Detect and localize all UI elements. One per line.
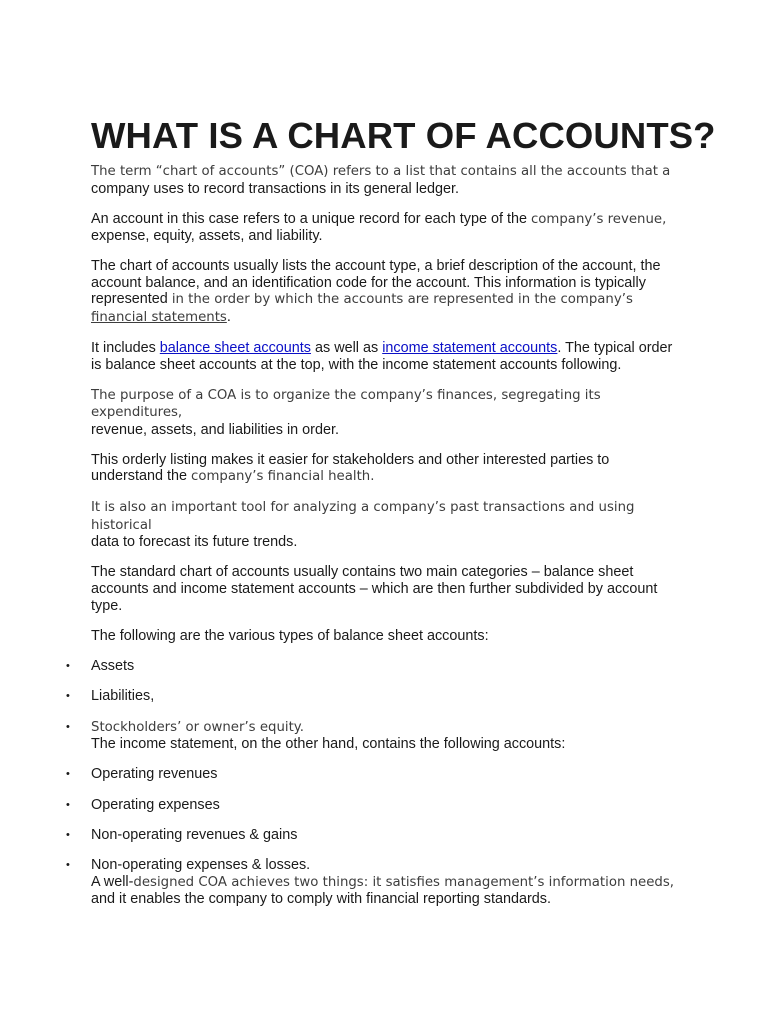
list-item (66, 719, 681, 753)
closing-paragraph-part-2: designed COA achieves two things: it satisfies management’s information needs, (133, 874, 675, 890)
paragraph-coa-definition (91, 163, 681, 197)
paragraph-chart-contents-part-1: The chart of accounts usually lists the account type, a brief description of the account, the account balance, and an identification code for the account. This information is typically represented (91, 258, 661, 308)
closing-paragraph-part-3: and it enables the company to comply with financial reporting standards. (91, 891, 551, 908)
closing-paragraph-part-1: A well- (91, 873, 134, 890)
income-statement-accounts-link[interactable]: income statement accounts (382, 339, 558, 356)
paragraph-includes (91, 340, 681, 373)
paragraph-includes-part-3: . The typical order is balance sheet accounts at the top, with the income statement accounts following. (91, 339, 673, 373)
paragraph-standard-categories: The standard chart of accounts usually contains two main categories – balance sheet accounts and income statement accounts – which are then further subdivided by account type. (91, 564, 658, 614)
paragraph-chart-contents-part-2: in the order by which the accounts are represented in the company’s (171, 292, 633, 308)
bullet-icon: • (66, 858, 70, 871)
bullet-icon: • (66, 828, 70, 841)
list-item-text: Non-operating expenses & losses. (91, 856, 311, 873)
paragraph-orderly-listing-part-2: company’s financial health. (191, 469, 375, 485)
paragraph-chart-contents-part-3: . (226, 308, 231, 325)
list-item-text: Non-operating revenues & gains (91, 826, 298, 843)
list-item (66, 826, 681, 844)
paragraph-account-definition-part-3: expense, equity, assets, and liability. (91, 228, 323, 245)
paragraph-coa-definition-part-1: The term “chart of accounts” (COA) refers to a list that contains all the accounts that a (91, 164, 671, 179)
paragraph-balance-sheet-intro: The following are the various types of balance sheet accounts: (91, 627, 489, 644)
list-item-text: Stockholders’ or owner’s equity. (91, 719, 304, 735)
bullet-icon: • (66, 690, 70, 703)
list-item-text: Operating expenses (91, 796, 220, 813)
bullet-icon: • (66, 768, 70, 781)
paragraph-purpose-part-2: revenue, assets, and liabilities in order. (91, 421, 339, 438)
income-statement-accounts-list (66, 766, 681, 908)
list-item (66, 766, 681, 783)
paragraph-includes-part-2: as well as (311, 339, 383, 356)
bullet-icon: • (66, 660, 70, 673)
list-item (66, 658, 681, 675)
paragraph-account-definition-part-1: An account in this case refers to a unique record for each type of the (91, 210, 531, 227)
paragraph-purpose-part-1: The purpose of a COA is to organize the company’s finances, segregating its expenditures, (91, 387, 601, 421)
paragraph-account-definition-part-2: company’s revenue, (530, 211, 667, 227)
paragraph-orderly-listing (91, 452, 681, 486)
paragraph-includes-part-1: It includes (91, 339, 160, 356)
bullet-icon: • (66, 798, 70, 811)
financial-statements-link[interactable]: financial statements (91, 309, 227, 325)
bullet-icon: • (66, 720, 70, 733)
page-title: WHAT IS A CHART OF ACCOUNTS? (91, 115, 716, 156)
balance-sheet-accounts-link[interactable]: balance sheet accounts (159, 339, 312, 356)
paragraph-chart-contents (91, 258, 681, 326)
list-item-text: Liabilities, (91, 688, 155, 705)
balance-sheet-accounts-list (66, 658, 681, 753)
paragraph-purpose (91, 387, 681, 439)
list-item (66, 688, 681, 705)
list-item-text: Operating revenues (91, 766, 218, 783)
income-statement-intro: The income statement, on the other hand, contains the following accounts: (91, 736, 566, 753)
list-item (66, 796, 681, 814)
list-item (66, 856, 681, 908)
paragraph-analysis-tool-part-1: It is also an important tool for analyzing a company’s past transactions and using historical (91, 500, 635, 533)
paragraph-orderly-listing-part-1: This orderly listing makes it easier for stakeholders and other interested parties to understand the (91, 451, 610, 485)
list-item-text: Assets (91, 658, 135, 675)
document-page (66, 115, 716, 908)
paragraph-coa-definition-part-2: company uses to record transactions in its general ledger. (91, 180, 459, 197)
paragraph-analysis-tool-part-2: data to forecast its future trends. (91, 534, 298, 551)
paragraph-analysis-tool (91, 499, 681, 551)
paragraph-account-definition (91, 211, 681, 245)
